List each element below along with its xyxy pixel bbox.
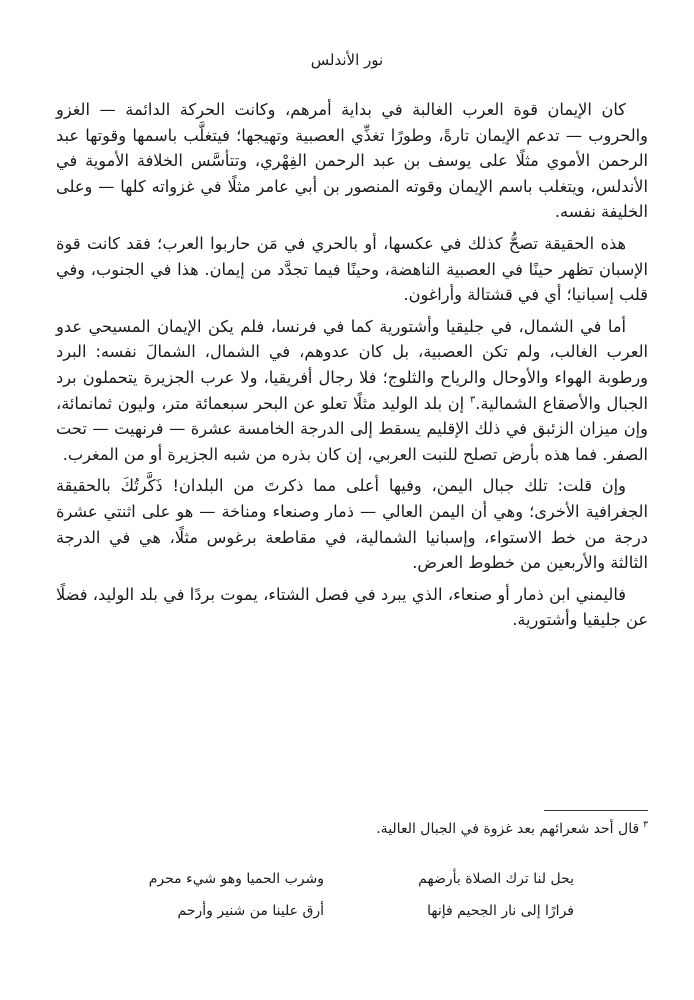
verse-2-first-hemistich: فرارًا إلى نار الجحيم فإنها [427,903,574,919]
verse-1-second-hemistich: وشرب الحميا وهو شيء محرم [148,871,324,887]
paragraph-5: فاليمني ابن ذمار أو صنعاء، الذي يبرد في فصل الشتاء، يموت بردًا في بلد الوليد، فضلًا عن جليقيا وأشتورية. [56,584,648,630]
footnote-reference[interactable]: ٣ [469,394,476,406]
paragraph-3-part-1: أما في الشمال، في جليقيا وأشتورية كما في فرنسا، فلم يكن الإيمان المسيحي عدو العرب الغالب، ولم تكن العصبية، بل كان عدوهم، في الشمال، الشمالَ نفسه: البرد ورطوبة الهواء والأوحال والرياح والثلوج؛ فلا رجال أفريقيا، ولا عرب الجزيرة يتحملون برد الجبال والأصقاع الشمالية. [56,316,648,413]
verse-1-first-hemistich: يحل لنا ترك الصلاة بأرضهم [418,871,574,887]
running-head-title: نور الأندلس [310,51,384,69]
paragraph-3-part-2: إن بلد الوليد مثلًا تعلو عن البحر سبعمائة متر، وليون ثمانمائة، وإن ميزان الزئبق في ذلك الإقليم يسقط إلى الدرجة الخامسة عشرة — فرنهيت — تحت الصفر. فما هذه بأرض تصلح للنبت العربي، إن كان بذره من شبه الجزيرة أو من المغرب. [56,393,648,464]
footnote [56,818,648,840]
paragraph-3 [56,314,648,468]
paragraph-1: كان الإيمان قوة العرب الغالبة في بداية أمرهم، وكانت الحركة الدائمة — الغزو والحروب — تدعم الإيمان تارةً، وطورًا تغذِّي العصبية وتهيجها؛ فيتغلَّب باسمها وقوتها عبد الرحمن الأموي مثلًا على يوسف بن عبد الرحمن الفِهْري، وتتأسَّس الخلافة الأموية في الأندلس، ويتغلب باسم الإيمان وقوته المنصور بن أبي عامر مثلًا في غزواته كلها — وعلى الخليفة نفسه. [56,100,648,222]
footnote-number: ٣ [643,820,648,831]
verse-2-second-hemistich: أرق علينا من شنير وأرحم [177,903,324,919]
main-text [56,97,648,639]
footnote-divider [544,810,648,811]
paragraph-2: هذه الحقيقة تصحُّ كذلك في عكسها، أو بالحري في مَن حاربوا العرب؛ فقد كانت قوة الإسبان تظهر حينًا في العصبية الناهضة، وحينًا فيما تجدَّد من إيمان. هذا في الجنوب، وفي قلب إسبانيا؛ أي في قشتالة وأراغون. [56,233,648,305]
paragraph-4: وإن قلت: تلك جبال اليمن، وفيها أعلى مما ذكرتَ من البلدان! ذَكَّرتُكَ بالحقيقة الجغرافية الأخرى؛ وهي أن اليمن العالي — ذمار وصنعاء ومناخة — هو على اثنتي عشرة درجة من خط الاستواء، وإسبانيا الشمالية، في مقاطعة برغوس مثلًا، هي في الدرجة الثالثة والأربعين من خطوط العرض. [56,476,648,573]
footnote-text: قال أحد شعرائهم بعد غزوة في الجبال العالية. [376,821,640,837]
